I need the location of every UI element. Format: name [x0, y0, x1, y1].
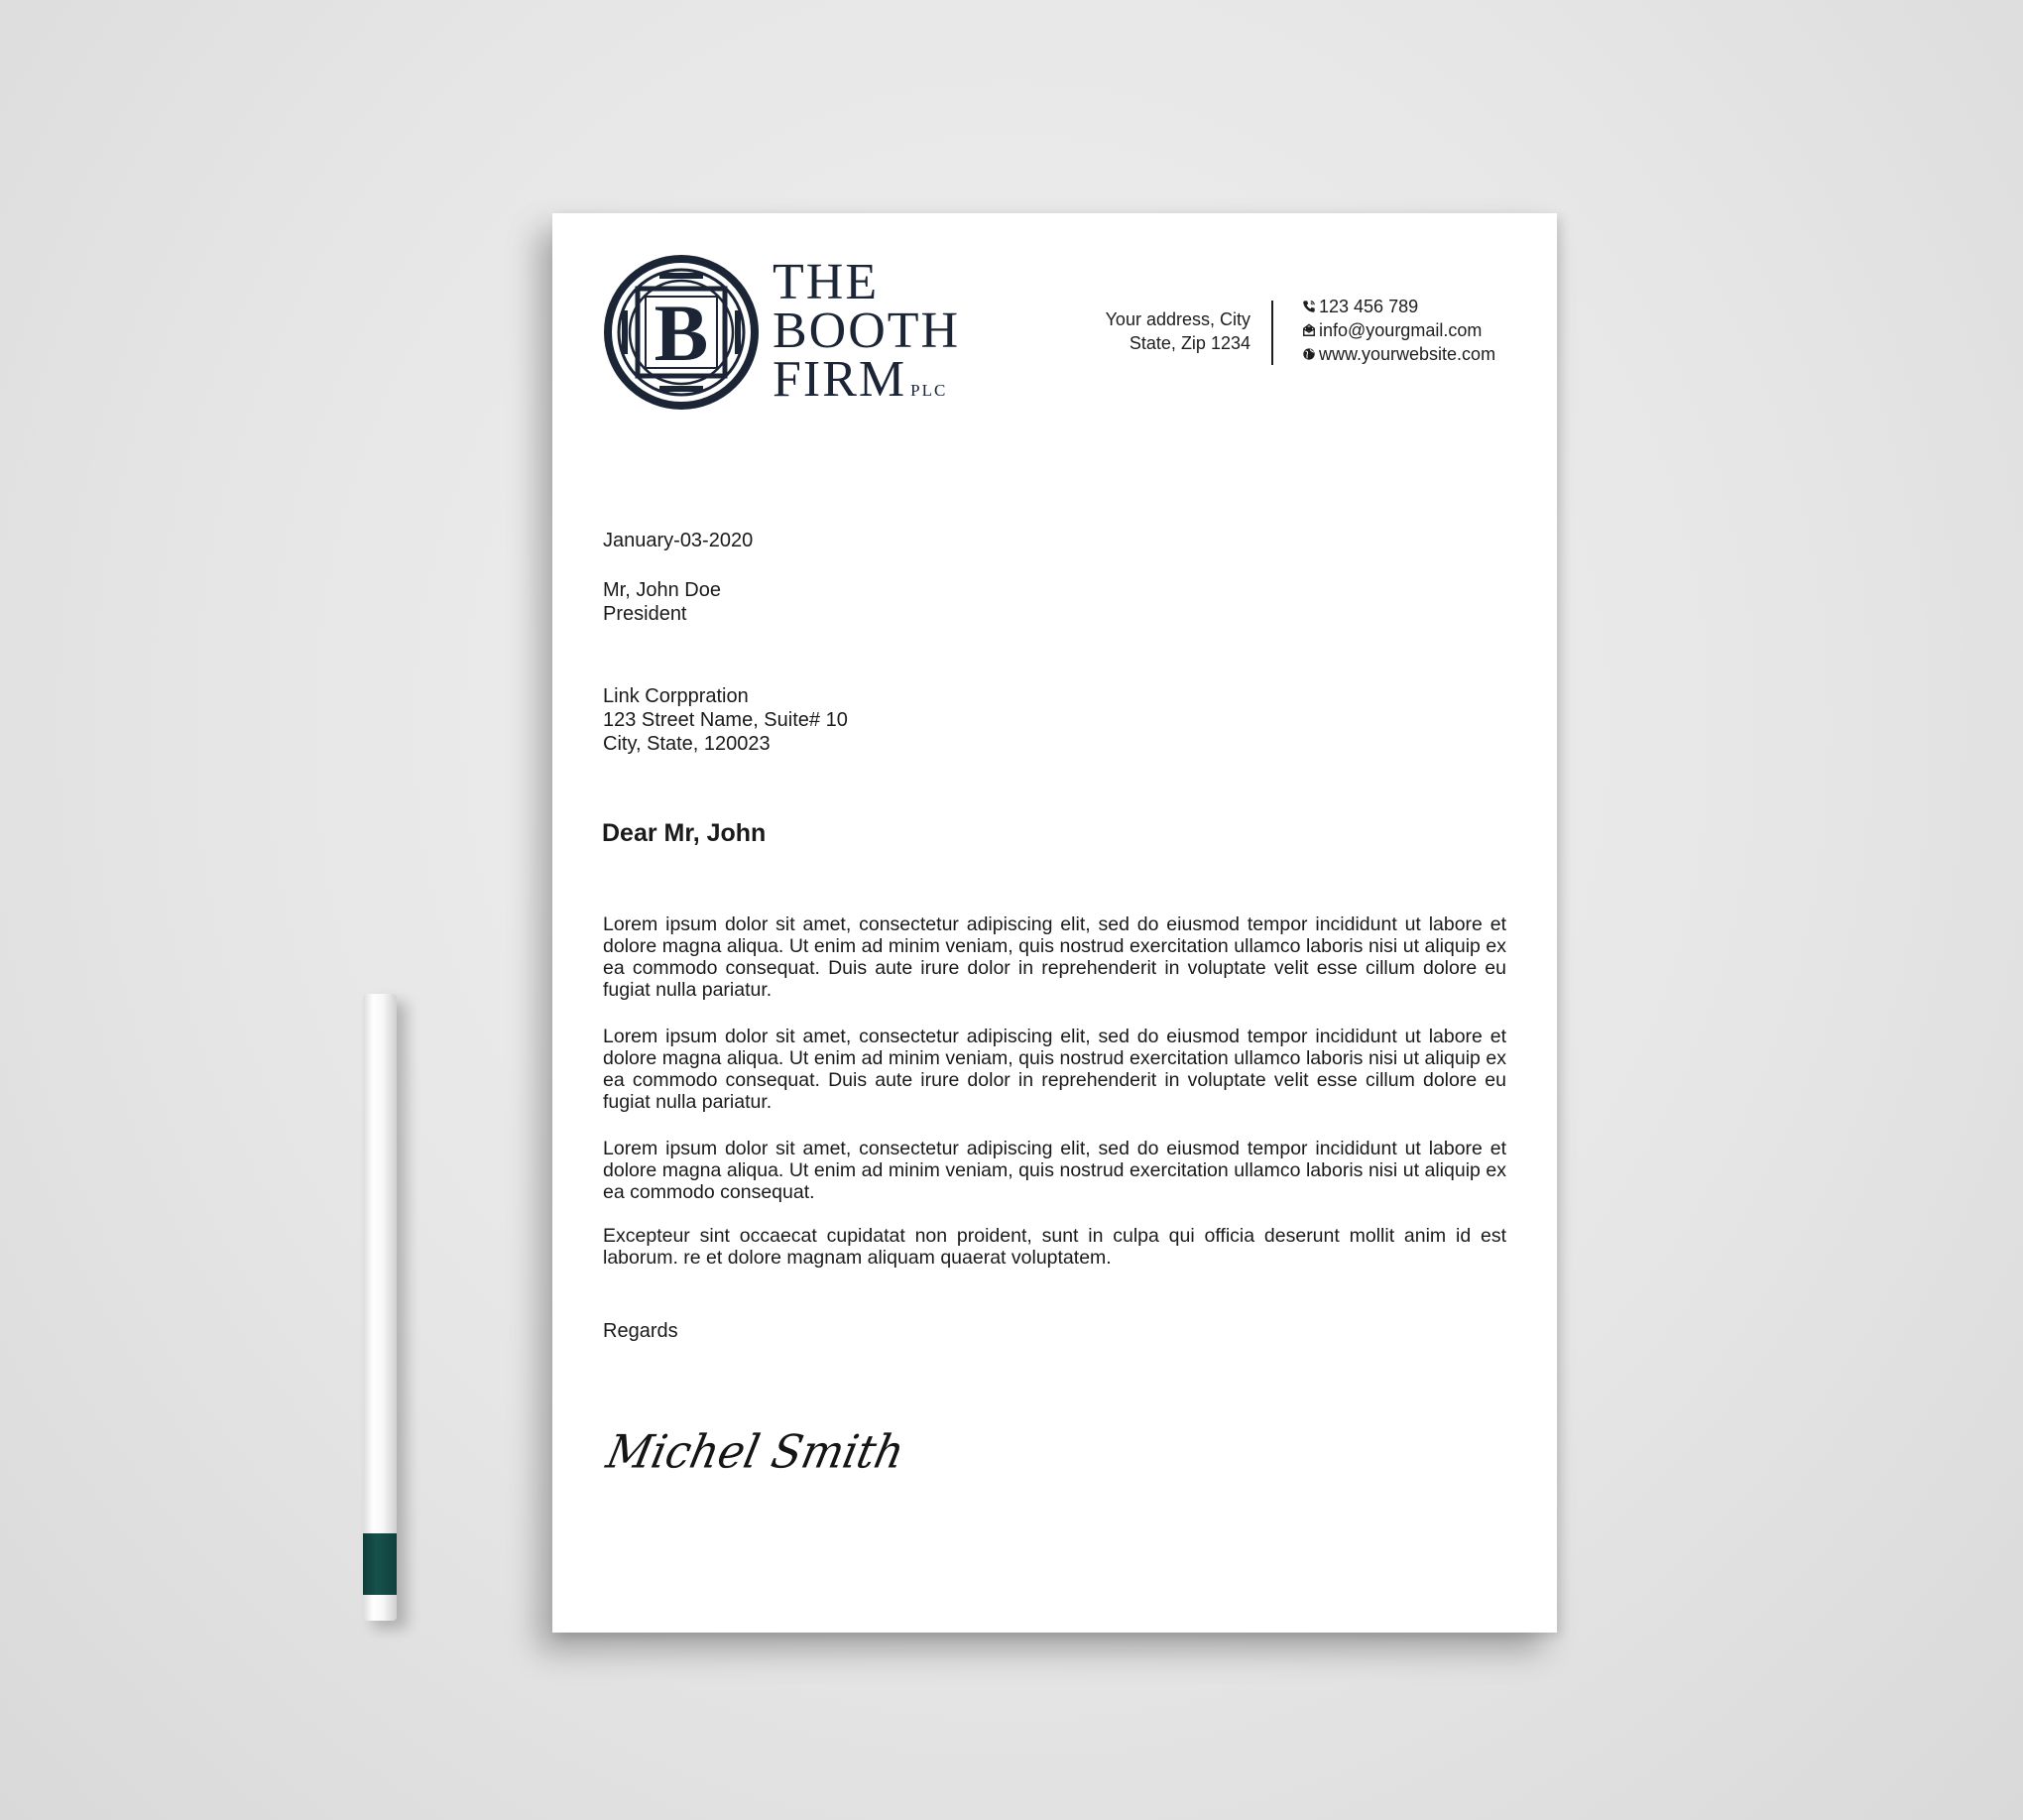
logo-letter: B [654, 288, 709, 378]
recipient-title: President [603, 603, 687, 625]
firm-name-line-1: THE [773, 254, 880, 310]
firm-name-word: FIRM [773, 351, 907, 408]
letter-date: January-03-2020 [603, 530, 754, 551]
email-address: info@yourgmail.com [1319, 320, 1483, 340]
body-paragraph-4: Excepteur sint occaecat cupidatat non proident, sunt in culpa qui officia deserunt mollit anim id est laborum. re et dolore magnam aliquam quaerat voluptatem. [603, 1225, 1506, 1269]
firm-logo-icon [602, 253, 761, 412]
contact-list [1302, 295, 1495, 366]
contact-email [1302, 318, 1495, 342]
body-paragraph-1: Lorem ipsum dolor sit amet, consectetur adipiscing elit, sed do eiusmod tempor incididunt ut labore et dolore magna aliqua. Ut enim ad minim veniam, quis nostrud exercitation ullamco laboris nisi ut aliquip ex ea commodo consequat. Duis aute irure dolor in reprehenderit in voluptate velit esse cillum dolore eu fugiat nulla pariatur. [603, 913, 1506, 1001]
firm-name-line-3 [773, 351, 960, 415]
body-paragraph-2: Lorem ipsum dolor sit amet, consectetur adipiscing elit, sed do eiusmod tempor incididunt ut labore et dolore magna aliqua. Ut enim ad minim veniam, quis nostrud exercitation ullamco laboris nisi ut aliquip ex ea commodo consequat. Duis aute irure dolor in reprehenderit in voluptate velit esse cillum dolore eu fugiat nulla pariatur. [603, 1026, 1506, 1113]
company-address-block [603, 684, 848, 756]
company-name: Link Corppration [603, 685, 749, 707]
firm-name [773, 254, 961, 415]
letterhead-paper [552, 213, 1557, 1633]
pen-band [363, 1533, 397, 1595]
header-divider [1271, 301, 1273, 365]
salutation: Dear Mr, John [602, 819, 767, 847]
address-line-1: Your address, City [1105, 309, 1250, 329]
recipient-block [603, 578, 721, 626]
phone-number: 123 456 789 [1319, 297, 1419, 316]
firm-address [1106, 307, 1250, 355]
company-city: City, State, 120023 [603, 733, 771, 755]
signature: Michel Smith [602, 1425, 909, 1479]
mail-icon [1302, 323, 1316, 337]
closing: Regards [603, 1320, 678, 1342]
contact-phone [1302, 295, 1495, 318]
phone-icon [1302, 300, 1316, 313]
pen [363, 994, 397, 1621]
website-url: www.yourwebsite.com [1319, 344, 1496, 364]
recipient-name: Mr, John Doe [603, 579, 721, 601]
contact-website [1302, 342, 1495, 366]
address-line-2: State, Zip 1234 [1129, 333, 1250, 353]
globe-icon [1302, 347, 1316, 361]
firm-name-line-2: BOOTH [773, 303, 961, 359]
company-street: 123 Street Name, Suite# 10 [603, 709, 848, 731]
firm-suffix: PLC [910, 381, 948, 400]
body-paragraph-3: Lorem ipsum dolor sit amet, consectetur adipiscing elit, sed do eiusmod tempor incididunt ut labore et dolore magna aliqua. Ut enim ad minim veniam, quis nostrud exercitation ullamco laboris nisi ut aliquip ex ea commodo consequat. [603, 1138, 1506, 1203]
